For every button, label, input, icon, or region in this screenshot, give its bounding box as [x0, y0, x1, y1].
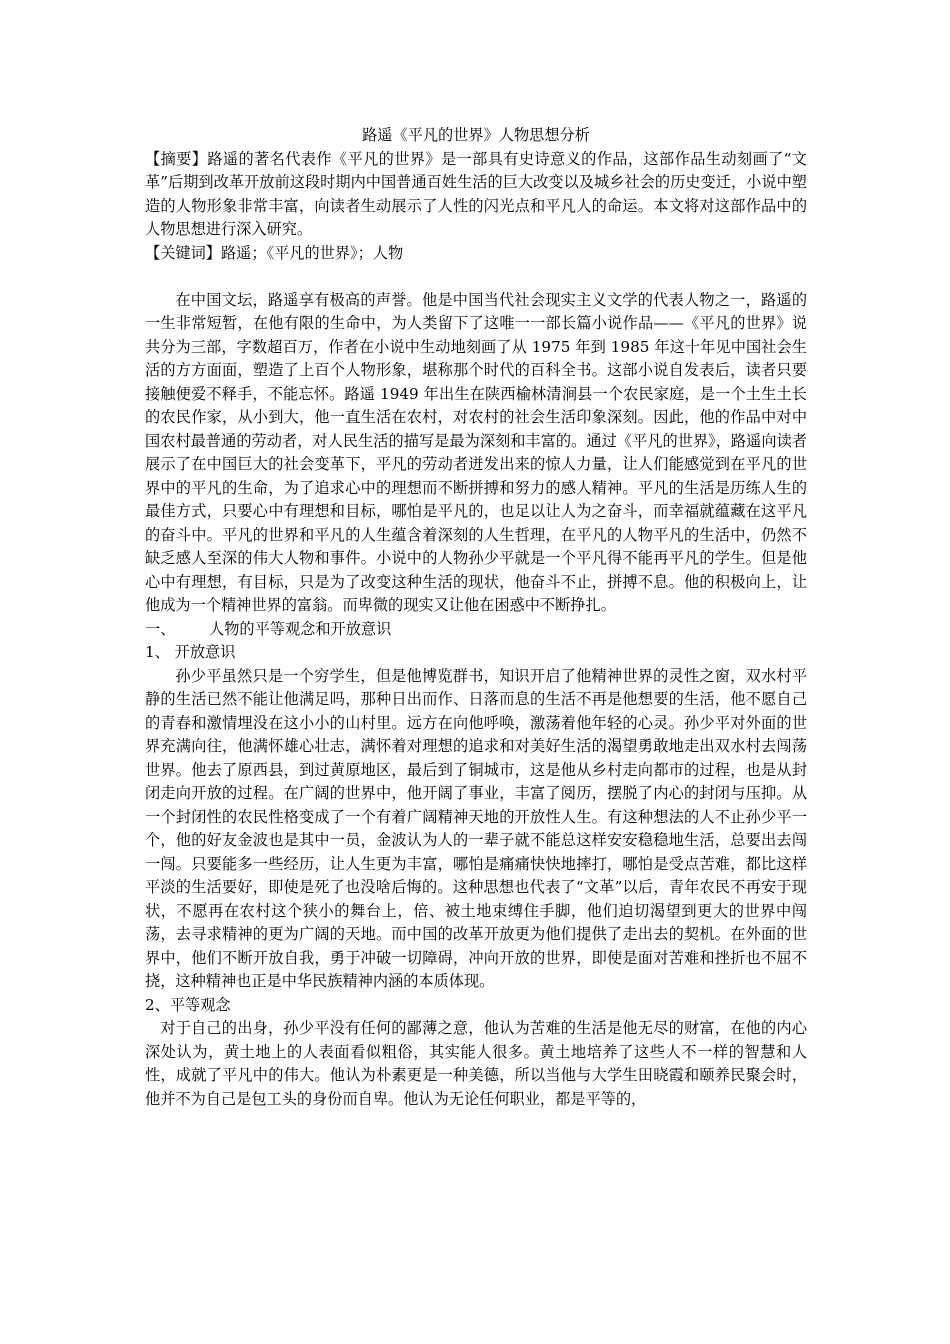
section-number: 一、 — [145, 619, 176, 638]
subsection-heading-1: 1、 开放意识 — [145, 643, 236, 661]
subsection-heading-2: 2、平等观念 — [145, 995, 231, 1014]
abstract-paragraph: 【摘要】路遥的著名代表作《平凡的世界》是一部具有史诗意义的作品，这部作品生动刻画了“文革”后期到改革开放前这段时期内中国普通百姓生活的巨大改变以及城乡社会的历史变迁，小说中塑造的人物形象非常丰富，向读者生动展示了人性的闪光点和平凡人的命运。本文将对这部作品中的人物思想进行深入研究。 — [145, 149, 807, 238]
subsection-body-1: 孙少平虽然只是一个穷学生，但是他博览群书，知识开启了他精神世界的灵性之窗，双水村平静的生活已然不能让他满足吗，那种日出而作、日落而息的生活不再是他想要的生活，他不愿自己的青春和激情埋没在这小小的山村里。远方在向他呼唤，激荡着他年轻的心灵。孙少平对外面的世界充满向往，他满怀雄心壮志，满怀着对理想的追求和对美好生活的渴望勇敢地走出双水村去闯荡世界。他去了原西县，到过黄原地区，最后到了铜城市，这是他从乡村走向都市的过程，也是从封闭走向开放的过程。在广阔的世界中，他开阔了事业，丰富了阅历，摆脱了内心的封闭与压抑。从一个封闭性的农民性格变成了一个有着广阔精神天地的开放性人生。有这种想法的人不止孙少平一个，他的好友金波也是其中一员，金波认为人的一辈子就不能总这样安安稳稳地生活，总要出去闯一闯。只要能多一些经历，让人生更为丰富，哪怕是痛痛快快地摔打，哪怕是受点苦难，都比这样平淡的生活要好，即使是死了也没啥后悔的。这种思想也代表了“文革”以后，青年农民不再安于现状，不愿再在农村这个狭小的舞台上，倍、被土地束缚住手脚，他们迫切渴望到更大的世界中闯荡，去寻求精神的更为广阔的天地。而中国的改革开放更为他们提供了走出去的契机。在外面的世界中，他们不断开放自我，勇于冲破一切障碍，冲向开放的世界，即使是面对苦难和挫折也不屈不挠，这种精神也正是中华民族精神内涵的本质体现。 — [145, 666, 807, 990]
subsection-body-2: 对于自己的出身，孙少平没有任何的鄙薄之意，他认为苦难的生活是他无尽的财富，在他的内心深处认为，黄土地上的人表面看似粗俗，其实能人很多。黄土地培养了这些人不一样的智慧和人性，成就了平凡中的伟大。他认为朴素更是一种美德，所以当他与大学生田晓霞和颐养民聚会时，他并不为自己是包工头的身份而自卑。他认为无论任何职业，都是平等的， — [145, 1019, 807, 1108]
section-title: 人物的平等观念和开放意识 — [209, 619, 392, 638]
section-heading-1 — [145, 618, 807, 642]
document-title: 路遥《平凡的世界》人物思想分析 — [362, 126, 590, 144]
intro-paragraph: 在中国文坛，路遥享有极高的声誉。他是中国当代社会现实主义文学的代表人物之一，路遥的一生非常短暂，在他有限的生命中，为人类留下了这唯一一部长篇小说作品——《平凡的世界》说共分为三部，字数超百万，作者在小说中生动地刻画了从 1975 年到 1985 年这十年见中国社会生活的方方面面，塑造了上百个人物形象，堪称那个时代的百科全书。这部小说自发表后，读者只要接触便爱不释手，不能忘怀。路遥 1949 年出生在陕西榆林清涧县一个农民家庭，是一个土生土长的农民作家，从小到大，他一直生活在农村，对农村的社会生活印象深刻。因此，他的作品中对中国农村最普通的劳动者，对人民生活的描写是最为深刻和丰富的。通过《平凡的世界》，路遥向读者展示了在中国巨大的社会变革下，平凡的劳动者迸发出来的惊人力量，让人们能感觉到在平凡的世界中的平凡的生命，为了追求心中的理想而不断拼搏和努力的感人精神。平凡的生活是历练人生的最佳方式，只要心中有理想和目标，哪怕是平凡的，也足以让人为之奋斗，而幸福就蕴藏在这平凡的奋斗中。平凡的世界和平凡的人生蕴含着深刻的人生哲理，在平凡的人物平凡的生活中，仍然不缺乏感人至深的伟大人物和事件。小说中的人物孙少平就是一个平凡得不能再平凡的学生。但是他心中有理想，有目标，只是为了改变这种生活的现状，他奋斗不止，拼搏不息。他的积极向上，让他成为一个精神世界的富翁。而卑微的现实又让他在困惑中不断挣扎。 — [145, 290, 807, 614]
keywords-paragraph: 【关键词】路遥；《平凡的世界》；人物 — [145, 243, 404, 262]
document-page — [145, 124, 807, 1111]
blank-line — [145, 265, 807, 289]
